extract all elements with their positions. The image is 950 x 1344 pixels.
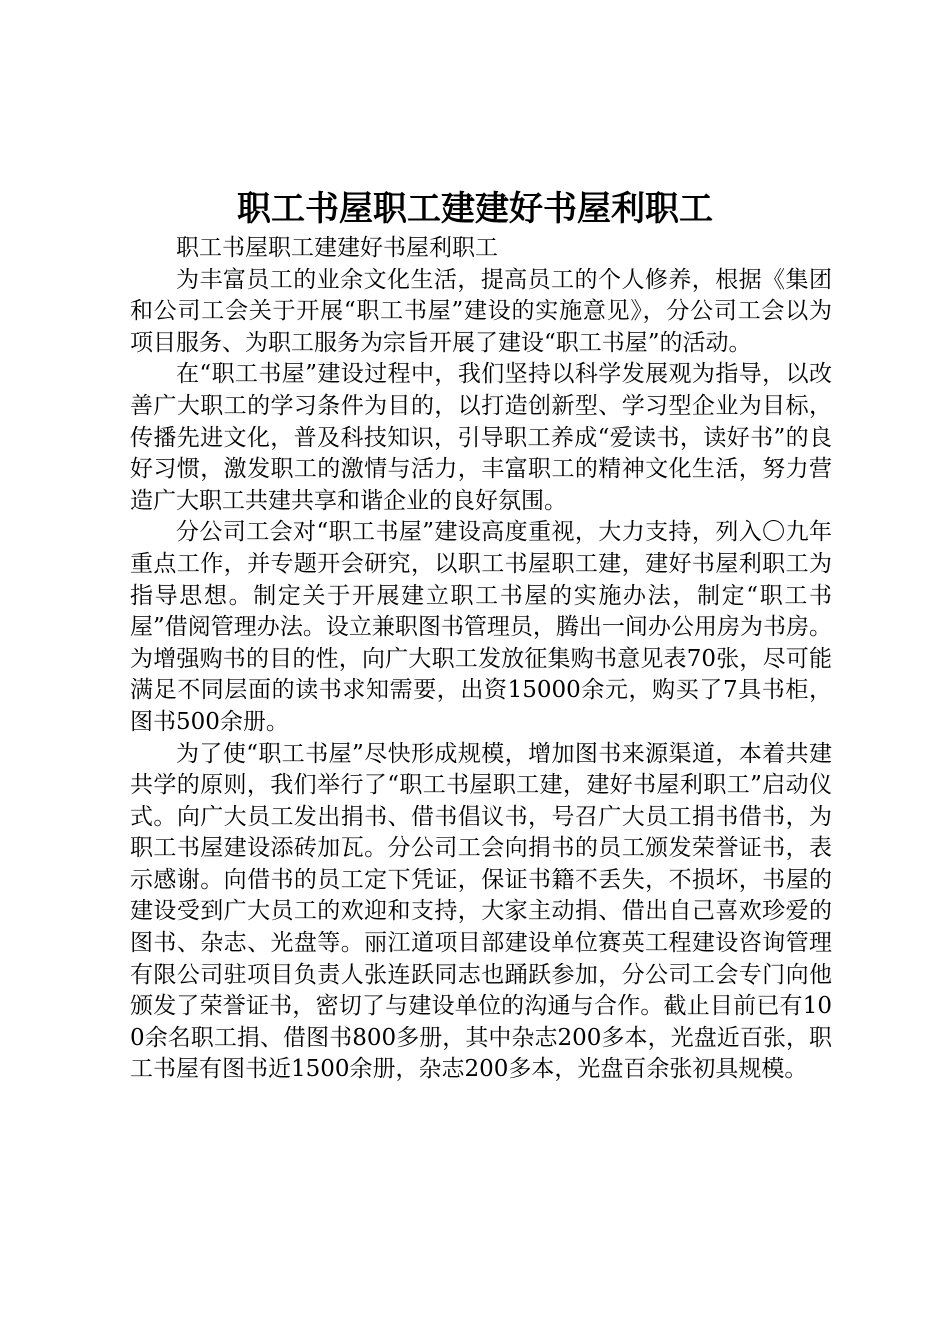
document-body (130, 233, 832, 1086)
document-title: 职工书屋职工建建好书屋利职工 (237, 189, 713, 229)
paragraph-1: 为丰富员工的业余文化生活，提高员工的个人修养，根据《集团和公司工会关于开展“职工书屋”建设的实施意见》，分公司工会以为项目服务、为职工服务为宗旨开展了建设“职工书屋”的活动。 (130, 266, 832, 356)
paragraph-3: 分公司工会对“职工书屋”建设高度重视，大力支持，列入〇九年重点工作，并专题开会研究，以职工书屋职工建，建好书屋利职工为指导思想。制定关于开展建立职工书屋的实施办法，制定“职工书屋”借阅管理办法。设立兼职图书管理员，腾出一间办公用房为书房。为增强购书的目的性，向广大职工发放征集购书意见表70张，尽可能满足不同层面的读书求知需要，出资15000余元，购买了7具书柜，图书500余册。 (130, 519, 832, 735)
paragraph-2: 在“职工书屋”建设过程中，我们坚持以科学发展观为指导，以改善广大职工的学习条件为目的，以打造创新型、学习型企业为目标，传播先进文化，普及科技知识，引导职工养成“爱读书，读好书”的良好习惯，激发职工的激情与活力，丰富职工的精神文化生活，努力营造广大职工共建共享和谐企业的良好氛围。 (130, 361, 832, 514)
paragraph-4: 为了使“职工书屋”尽快形成规模，增加图书来源渠道，本着共建共学的原则，我们举行了“职工书屋职工建，建好书屋利职工”启动仪式。向广大员工发出捐书、借书倡议书，号召广大员工捐书借书，为职工书屋建设添砖加瓦。分公司工会向捐书的员工颁发荣誉证书，表示感谢。向借书的员工定下凭证，保证书籍不丢失，不损坏，书屋的建设受到广大员工的欢迎和支持，大家主动捐、借出自己喜欢珍爱的图书、杂志、光盘等。丽江道项目部建设单位赛英工程建设咨询管理有限公司驻项目负责人张连跃同志也踊跃参加，分公司工会专门向他颁发了荣誉证书，密切了与建设单位的沟通与合作。截止目前已有100余名职工捐、借图书800多册，其中杂志200多本，光盘近百张，职工书屋有图书近1500余册，杂志200多本，光盘百余张初具规模。 (130, 740, 832, 1083)
document-subtitle: 职工书屋职工建建好书屋利职工 (176, 235, 498, 261)
